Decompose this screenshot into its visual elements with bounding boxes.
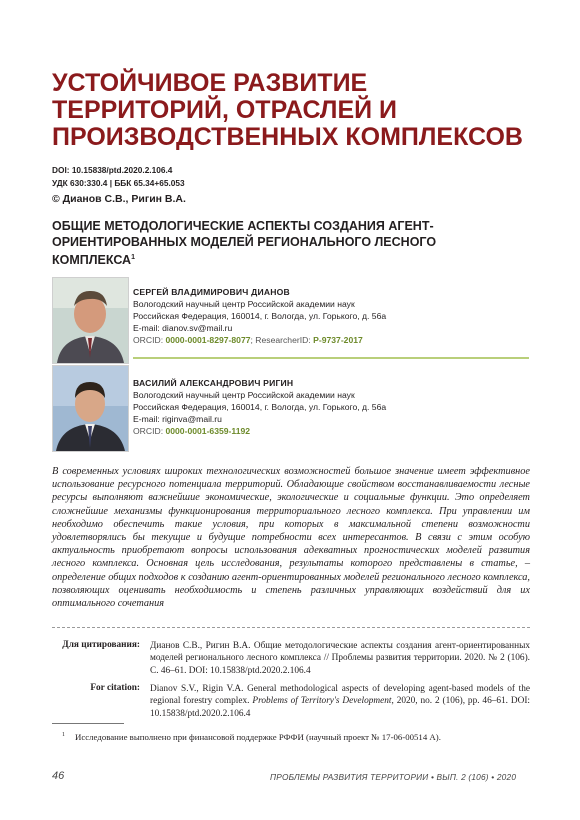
orcid-label: ORCID: xyxy=(133,335,166,345)
footnote-ref[interactable]: 1 xyxy=(131,254,135,261)
citation-ru-label: Для цитирования: xyxy=(62,640,140,650)
author-photo-dianov xyxy=(52,277,129,364)
author-ids xyxy=(133,425,533,437)
page-number: 46 xyxy=(52,770,65,782)
citation-en xyxy=(150,683,530,720)
running-footer: ПРОБЛЕМЫ РАЗВИТИЯ ТЕРРИТОРИИ • ВЫП. 2 (106) • 2020 xyxy=(270,772,517,782)
doi[interactable]: DOI: 10.15838/ptd.2020.2.106.4 xyxy=(52,165,173,175)
orcid-link[interactable]: 0000-0001-8297-8077 xyxy=(165,335,251,345)
article-title xyxy=(52,218,522,268)
udk: УДК 630:330.4 | ББК 65.34+65.053 xyxy=(52,178,185,188)
footnote-text: Исследование выполнено при финансовой поддержке РФФИ (научный проект № 17-06-00514 А). xyxy=(75,732,441,742)
author-email[interactable]: E-mail: dianov.sv@mail.ru xyxy=(133,323,233,333)
author-portrait-1 xyxy=(53,278,128,363)
copyright: © Дианов С.В., Ригин В.А. xyxy=(52,193,186,205)
author-address: Российская Федерация, 160014, г. Вологда, ул. Горького, д. 56а xyxy=(133,402,387,412)
footnote-mark: 1 xyxy=(62,732,65,739)
author-org: Вологодский научный центр Российской академии наук xyxy=(133,390,355,400)
article-title-text: ОБЩИЕ МЕТОДОЛОГИЧЕСКИЕ АСПЕКТЫ СОЗДАНИЯ АГЕНТ-ОРИЕНТИРОВАННЫХ МОДЕЛЕЙ РЕГИОНАЛЬНОГО ЛЕСНОГО КОМПЛЕКСА xyxy=(52,219,437,268)
author-photo-rigin xyxy=(52,365,129,452)
abstract: В современных условиях широких технологических возможностей большое значение имеет эффективное использование ресурсного потенциала территорий. Обладающие свойством восстанавливаемости лесные ресурсы выполняют важнейшие экономические, экологические и социальные функции. Это определяет сложнейшие механизмы функционирования территориального лесного комплекса. При управлении им необходимо обеспечить такие условия, при которых в максимальной степени возможности удовлетворялись бы текущие и будущие потребности всех интересантов. В связи с этим особую актуальность приобретают вопросы использования адекватных прогностических моделей развития лесного комплекса. Основная цель исследования, результаты которого представлены в статье, – определение общих подходов к созданию агент-ориентированных моделей регионального лесного комплекса, позволяющих оценивать необходимость и степень различных управляющих воздействий для их оптимального сочетания xyxy=(52,466,530,610)
author-name: ВАСИЛИЙ АЛЕКСАНДРОВИЧ РИГИН xyxy=(133,378,294,388)
author-email[interactable]: E-mail: riginva@mail.ru xyxy=(133,414,222,424)
orcid-link[interactable]: 0000-0001-6359-1192 xyxy=(165,426,251,436)
citation-en-details: , 2020, no. 2 (106), pp. 46–61. DOI: 10.15838/ptd.2020.2.106.4 xyxy=(150,696,530,719)
author-divider xyxy=(133,357,529,359)
researcher-id-link[interactable]: P-9737-2017 xyxy=(313,335,363,345)
section-title: УСТОЙЧИВОЕ РАЗВИТИЕ ТЕРРИТОРИЙ, ОТРАСЛЕЙ И ПРОИЗВОДСТВЕННЫХ КОМПЛЕКСОВ xyxy=(52,69,523,151)
author-ids xyxy=(133,334,533,346)
author-org: Вологодский научный центр Российской академии наук xyxy=(133,299,355,309)
citation-en-authors: Dianov S.V., Rigin V.A. General methodological aspects of developing agent-based models of the regional forestry complex. xyxy=(150,684,530,707)
author-name: СЕРГЕЙ ВЛАДИМИРОВИЧ ДИАНОВ xyxy=(133,287,290,297)
footnote xyxy=(62,732,532,742)
author-info-rigin xyxy=(133,377,533,437)
author-portrait-2 xyxy=(53,366,128,451)
citation-ru: Дианов С.В., Ригин В.А. Общие методологические аспекты создания агент-ориентированных моделей регионального лесного комплекса // Проблемы развития территории. 2020. № 2 (106). С. 46–61. DOI: 10.15838/ptd.2020.2.106.4 xyxy=(150,641,530,676)
orcid-label: ORCID: xyxy=(133,426,166,436)
author-info-dianov xyxy=(133,286,533,346)
footnote-rule xyxy=(52,723,124,724)
citation-en-journal: Problems of Territory's Development xyxy=(252,696,392,707)
author-address: Российская Федерация, 160014, г. Вологда, ул. Горького, д. 56а xyxy=(133,311,387,321)
dashed-divider xyxy=(52,627,530,628)
citation-en-label: For citation: xyxy=(90,683,140,693)
researcher-label: ; ResearcherID: xyxy=(250,335,314,345)
